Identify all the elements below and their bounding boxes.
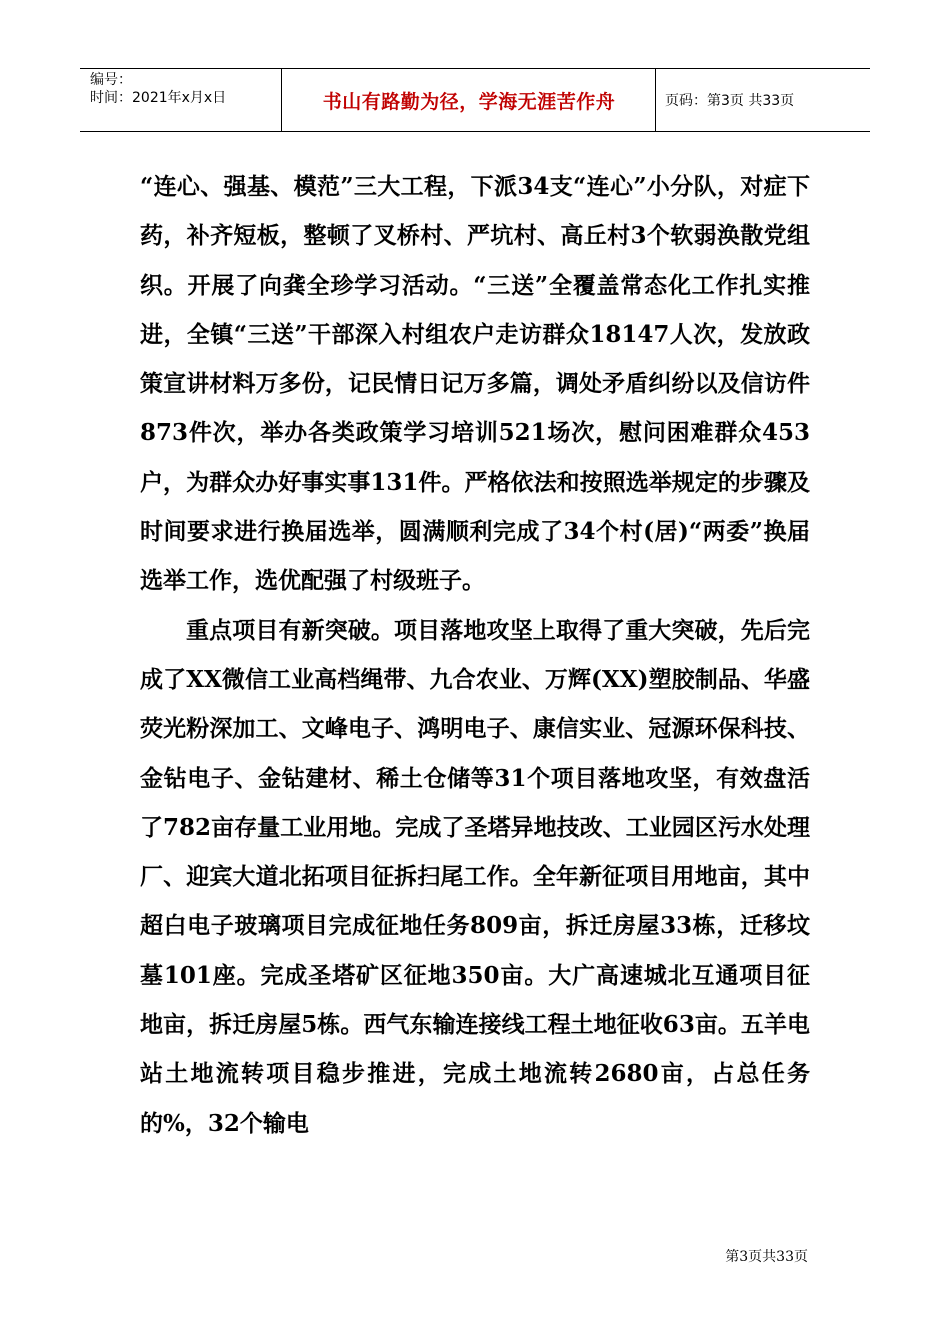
page-footer: 第3页共33页 [725, 1249, 808, 1265]
paragraph: 重点项目有新突破。项目落地攻坚上取得了重大突破，先后完成了XX微信工业高档绳带、九合农业、万辉(XX)塑胶制品、华盛荧光粉深加工、文峰电子、鸿明电子、康信实业、冠源环保科技、金钻电子、金钻建材、稀土仓储等31个项目落地攻坚，有效盘活了782亩存量工业用地。完成了圣塔异地技改、工业园区污水处理厂、迎宾大道北拓项目征拆扫尾工作。全年新征项目用地亩，其中超白电子玻璃项目完成征地任务809亩，拆迁房屋33栋，迁移坟墓101座。完成圣塔矿区征地350亩。大广高速城北互通项目征地亩，拆迁房屋5栋。西气东输连接线工程土地征收63亩。五羊电站土地流转项目稳步推进，完成土地流转2680亩，占总任务的%，32个输电 [140, 616, 810, 1137]
header-page-number: 页码：第3页 共33页 [665, 93, 795, 109]
header-divider [281, 69, 282, 131]
paragraph: “连心、强基、模范”三大工程，下派34支“连心”小分队，对症下药，补齐短板，整顿了叉桥村、严坑村、高丘村3个软弱涣散党组织。开展了向龚全珍学习活动。“三送”全覆盖常态化工作扎实推进，全镇“三送”干部深入村组农户走访群众18147人次，发放政策宣讲材料万多份，记民情日记万多篇，调处矛盾纠纷以及信访件873件次，举办各类政策学习培训521场次，慰问困难群众453户，为群众办好事实事131件。严格依法和按照选举规定的步骤及时间要求进行换届选举，圆满顺利完成了34个村(居)“两委”换届选举工作，选优配强了村级班子。 [140, 173, 810, 595]
document-body [140, 162, 810, 1148]
page-header [80, 68, 870, 132]
date-label: 时间：2021年x月x日 [90, 90, 227, 106]
number-label: 编号： [90, 72, 132, 88]
header-divider [655, 69, 656, 131]
header-motto: 书山有路勤为径，学海无涯苦作舟 [322, 90, 616, 113]
header-meta [90, 71, 285, 107]
